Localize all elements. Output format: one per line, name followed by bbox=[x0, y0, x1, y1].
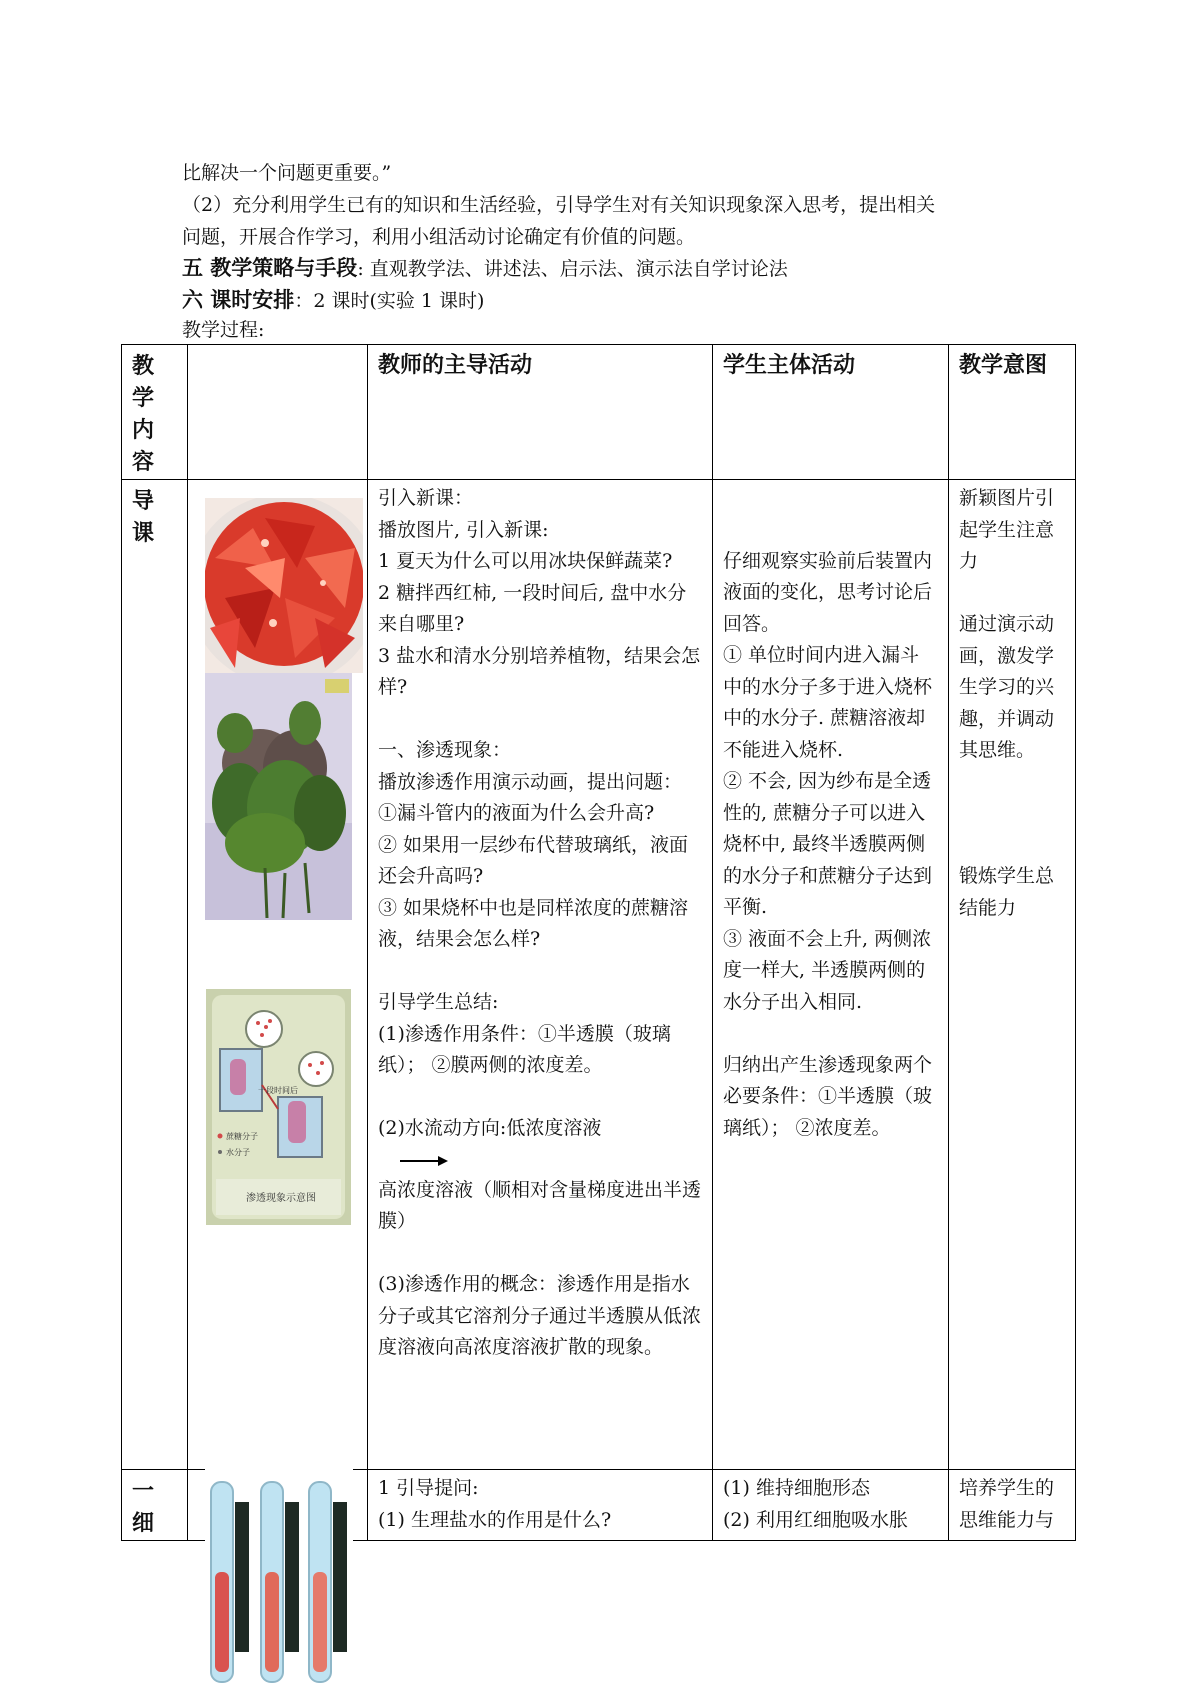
student-spacer bbox=[723, 514, 938, 546]
teacher-spacer bbox=[378, 1238, 702, 1270]
diagram-legend-1: 蔗糖分子 bbox=[226, 1132, 258, 1141]
flow-arrow bbox=[378, 1145, 702, 1175]
teacher-paragraphs bbox=[378, 483, 702, 1364]
student-spacer bbox=[723, 1018, 938, 1050]
teacher-paragraph: (3)渗透作用的概念：渗透作用是指水分子或其它溶剂分子通过半透膜从低浓度溶液向高浓度溶液扩散的现象。 bbox=[378, 1273, 702, 1358]
plants-image bbox=[205, 673, 352, 920]
tomato-image bbox=[205, 498, 363, 673]
teacher-paragraph: 一、渗透现象： bbox=[378, 739, 512, 761]
teacher-spacer bbox=[378, 1082, 702, 1114]
student-paragraph: ② 不会, 因为纱布是全透性的, 蔗糖分子可以进入烧杯中, 最终半透膜两侧的水分子和蔗糖分子达到平衡. bbox=[723, 770, 933, 918]
row2-teacher: 1 引导提问: (1) 生理盐水的作用是什么? bbox=[368, 1470, 713, 1541]
row1-intent bbox=[949, 480, 1076, 1470]
section-5-heading: 五 教学策略与手段 bbox=[182, 256, 358, 280]
process-label: 教学过程: bbox=[182, 319, 265, 341]
row1-label: 导课 bbox=[122, 480, 188, 1470]
student-paragraph: 归纳出产生渗透现象两个必要条件：①半透膜（玻璃纸）； ②浓度差。 bbox=[723, 1053, 933, 1139]
table-header-row bbox=[122, 345, 1076, 480]
diagram-tag: 一段时间后 bbox=[258, 1086, 298, 1095]
teacher-paragraph: 播放图片, 引入新课: bbox=[378, 518, 549, 541]
arrow-icon bbox=[378, 1145, 448, 1175]
header-image-column bbox=[188, 345, 368, 480]
osmosis-image bbox=[206, 989, 351, 1225]
intro-line-2: （2）充分利用学生已有的知识和生活经验，引导学生对有关知识现象深入思考，提出相关 bbox=[182, 194, 936, 216]
intro-line-1: 比解决一个问题更重要。” bbox=[182, 162, 392, 184]
section-5-body: : 直观教学法、讲述法、启示法、演示法自学讨论法 bbox=[357, 258, 788, 280]
diagram-legend-2: 水分子 bbox=[226, 1148, 250, 1157]
teacher-spacer bbox=[378, 704, 702, 736]
intent-spacer bbox=[959, 767, 1065, 799]
section-6 bbox=[182, 284, 484, 317]
section-6-heading: 六 课时安排 bbox=[182, 288, 295, 312]
teacher-paragraph: ② 如果用一层纱布代替玻璃纸，液面还会升高吗? bbox=[378, 833, 689, 887]
teacher-paragraph: 高浓度溶液（顺相对含量梯度进出半透膜） bbox=[378, 1178, 702, 1232]
section-6-body: ：2 课时(实验 1 课时) bbox=[294, 290, 485, 312]
teacher-paragraph: 引入新课： bbox=[378, 487, 474, 509]
teacher-paragraph: ③ 如果烧杯中也是同样浓度的蔗糖溶液，结果会怎么样? bbox=[378, 896, 689, 950]
teacher-paragraph: (1)渗透作用条件：①半透膜（玻璃纸）； ②膜两侧的浓度差。 bbox=[378, 1022, 671, 1076]
header-student: 学生主体活动 bbox=[713, 345, 949, 480]
teacher-paragraph: 2 糖拌西红柿, 一段时间后, 盘中水分来自哪里? bbox=[378, 581, 687, 635]
test-tubes-photo bbox=[205, 1462, 353, 1684]
plants-photo bbox=[205, 673, 352, 920]
header-intent: 教学意图 bbox=[949, 345, 1076, 480]
row1-teacher bbox=[368, 480, 713, 1470]
teacher-spacer bbox=[378, 956, 702, 988]
diagram-caption: 渗透现象示意图 bbox=[246, 1193, 316, 1204]
teacher-paragraph: (2)水流动方向:低浓度溶液 bbox=[378, 1117, 602, 1139]
tomato-photo bbox=[205, 498, 363, 673]
row1-student bbox=[713, 480, 949, 1470]
intent-paragraphs bbox=[959, 483, 1065, 924]
header-teacher: 教师的主导活动 bbox=[368, 345, 713, 480]
test-tubes-image bbox=[205, 1462, 353, 1684]
intent-paragraph: 新颖图片引起学生注意力 bbox=[959, 487, 1055, 572]
intro-line-3: 问题，开展合作学习，利用小组活动讨论确定有价值的问题。 bbox=[182, 226, 696, 248]
header-content: 教学内容 bbox=[122, 345, 188, 480]
osmosis-diagram bbox=[206, 989, 351, 1225]
student-paragraph: 仔细观察实验前后装置内液面的变化，思考讨论后回答。 bbox=[723, 549, 933, 635]
student-paragraphs bbox=[723, 514, 938, 1144]
intent-paragraph: 锻炼学生总结能力 bbox=[959, 865, 1055, 919]
teacher-paragraph: 1 夏天为什么可以用冰块保鲜蔬菜? bbox=[378, 550, 673, 572]
section-5 bbox=[182, 252, 788, 285]
row2-label: 一细 bbox=[122, 1470, 188, 1541]
teacher-paragraph: 3 盐水和清水分别培养植物，结果会怎样? bbox=[378, 644, 701, 698]
student-paragraph: ① 单位时间内进入漏斗中的水分子多于进入烧杯中的水分子. 蔗糖溶液却不能进入烧杯. bbox=[723, 644, 933, 761]
teacher-paragraph: 播放渗透作用演示动画，提出问题： bbox=[378, 770, 683, 793]
intent-paragraph: 通过演示动画，激发学生学习的兴趣，并调动其思维。 bbox=[959, 613, 1055, 761]
teacher-paragraph: ①漏斗管内的液面为什么会升高? bbox=[378, 802, 655, 824]
intent-spacer bbox=[959, 578, 1065, 610]
intent-spacer bbox=[959, 798, 1065, 830]
row2-student: (1) 维持细胞形态 (2) 利用红细胞吸水胀 bbox=[713, 1470, 949, 1541]
row2-intent: 培养学生的思维能力与 bbox=[949, 1470, 1076, 1541]
student-paragraph: ③ 液面不会上升, 两侧浓度一样大, 半透膜两侧的水分子出入相同. bbox=[723, 927, 932, 1013]
teacher-paragraph: 引导学生总结: bbox=[378, 991, 499, 1013]
intent-spacer bbox=[959, 830, 1065, 862]
